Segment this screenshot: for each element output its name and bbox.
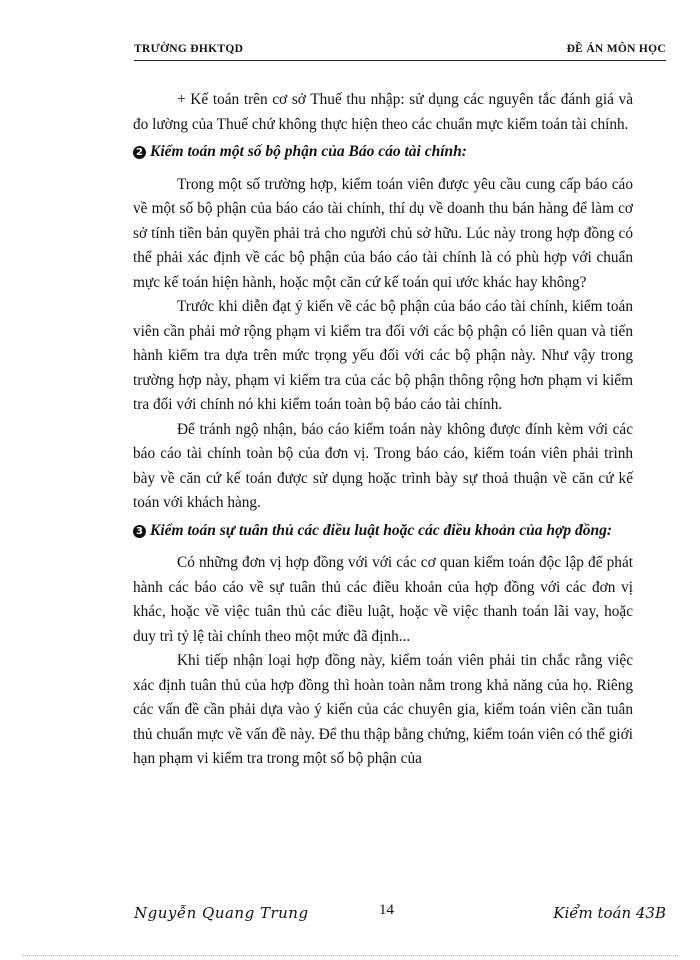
page-header (134, 38, 666, 61)
section-2-number-icon: 2 (133, 146, 146, 159)
footer-class: Kiểm toán 43B (553, 904, 666, 922)
footer-page-number: 14 (379, 902, 394, 918)
section-2-title: Kiểm toán một số bộ phận của Báo cáo tài chính: (150, 143, 467, 160)
section-2-heading (133, 140, 633, 165)
section-3-heading (133, 519, 633, 544)
footer-author: Nguyễn Quang Trung (134, 904, 309, 922)
intro-paragraph: + Kế toán trên cơ sở Thuế thu nhập: sử dụng các nguyên tắc đánh giá và đo lường của Thuế chứ không thực hiện theo các chuẩn mực kiểm toán tài chính. (133, 91, 633, 133)
page-footer (134, 902, 666, 930)
section-2-paragraph-3: Để tránh ngộ nhận, báo cáo kiểm toán này không được đính kèm với các báo cáo tài chính toàn bộ của đơn vị. Trong báo cáo, kiểm toán viên phải trình bày về căn cứ kế toán được sử dụng hoặc trình bày sự thoả thuận về căn cứ kế toán với khách hàng. (133, 420, 633, 511)
section-3-title: Kiểm toán sự tuân thủ các điều luật hoặc các điều khoản của hợp đồng: (150, 521, 612, 539)
section-3-number-icon: 3 (133, 525, 146, 538)
header-school: TRƯỜNG ĐHKTQD (134, 43, 244, 55)
section-3-paragraph-2: Khi tiếp nhận loại hợp đồng này, kiểm toán viên phải tin chắc rằng việc xác định tuân thủ của hợp đồng thì hoàn toàn nằm trong khả năng của họ. Riêng các vấn đề cần phải dựa vào ý kiến của các chuyên gia, kiểm toán viên cần tuân thủ chuẩn mực về vấn đề này. Để thu thập bằng chứng, kiểm toán viên có thể giới hạn phạm vi kiểm tra trong một số bộ phận của (133, 652, 633, 767)
bottom-dotted-divider (22, 955, 678, 956)
page-body (133, 88, 633, 772)
section-3-paragraph-1: Có những đơn vị hợp đồng với với các cơ quan kiểm toán độc lập để phát hành các báo cáo về sự tuân thủ các điều khoản của hợp đồng với các đơn vị khác, hoặc về việc tuân thủ các điều luật, hoặc về việc thanh toán lãi vay, hoặc duy trì tỷ lệ tài chính theo một mức đã định... (133, 554, 633, 645)
header-doc-type: ĐỀ ÁN MÔN HỌC (566, 43, 666, 55)
section-2-paragraph-1: Trong một số trường hợp, kiểm toán viên được yêu cầu cung cấp báo cáo về một số bộ phận của báo cáo tài chính, thí dụ về doanh thu bán hàng để làm cơ sở tính tiền bản quyền phải trả cho người chủ sở hữu. Lúc này trong hợp đồng có thể phải xác định về các bộ phận của báo cáo tài chính là có phù hợp với chuẩn mực kế toán hiện hành, hoặc một căn cứ kế toán qui ước khác hay không? (133, 175, 633, 291)
section-2-paragraph-2: Trước khi diễn đạt ý kiến về các bộ phận của báo cáo tài chính, kiểm toán viên cần phải mở rộng phạm vi kiểm tra đối với các bộ phận có liên quan và tiến hành kiểm tra dựa trên mức trọng yếu đối với các bộ phận này. Như vậy trong trường hợp này, phạm vi kiểm tra của các bộ phận thông rộng hơn phạm vi kiểm tra đối với chính nó khi kiểm toán toàn bộ báo cáo tài chính. (133, 298, 633, 413)
